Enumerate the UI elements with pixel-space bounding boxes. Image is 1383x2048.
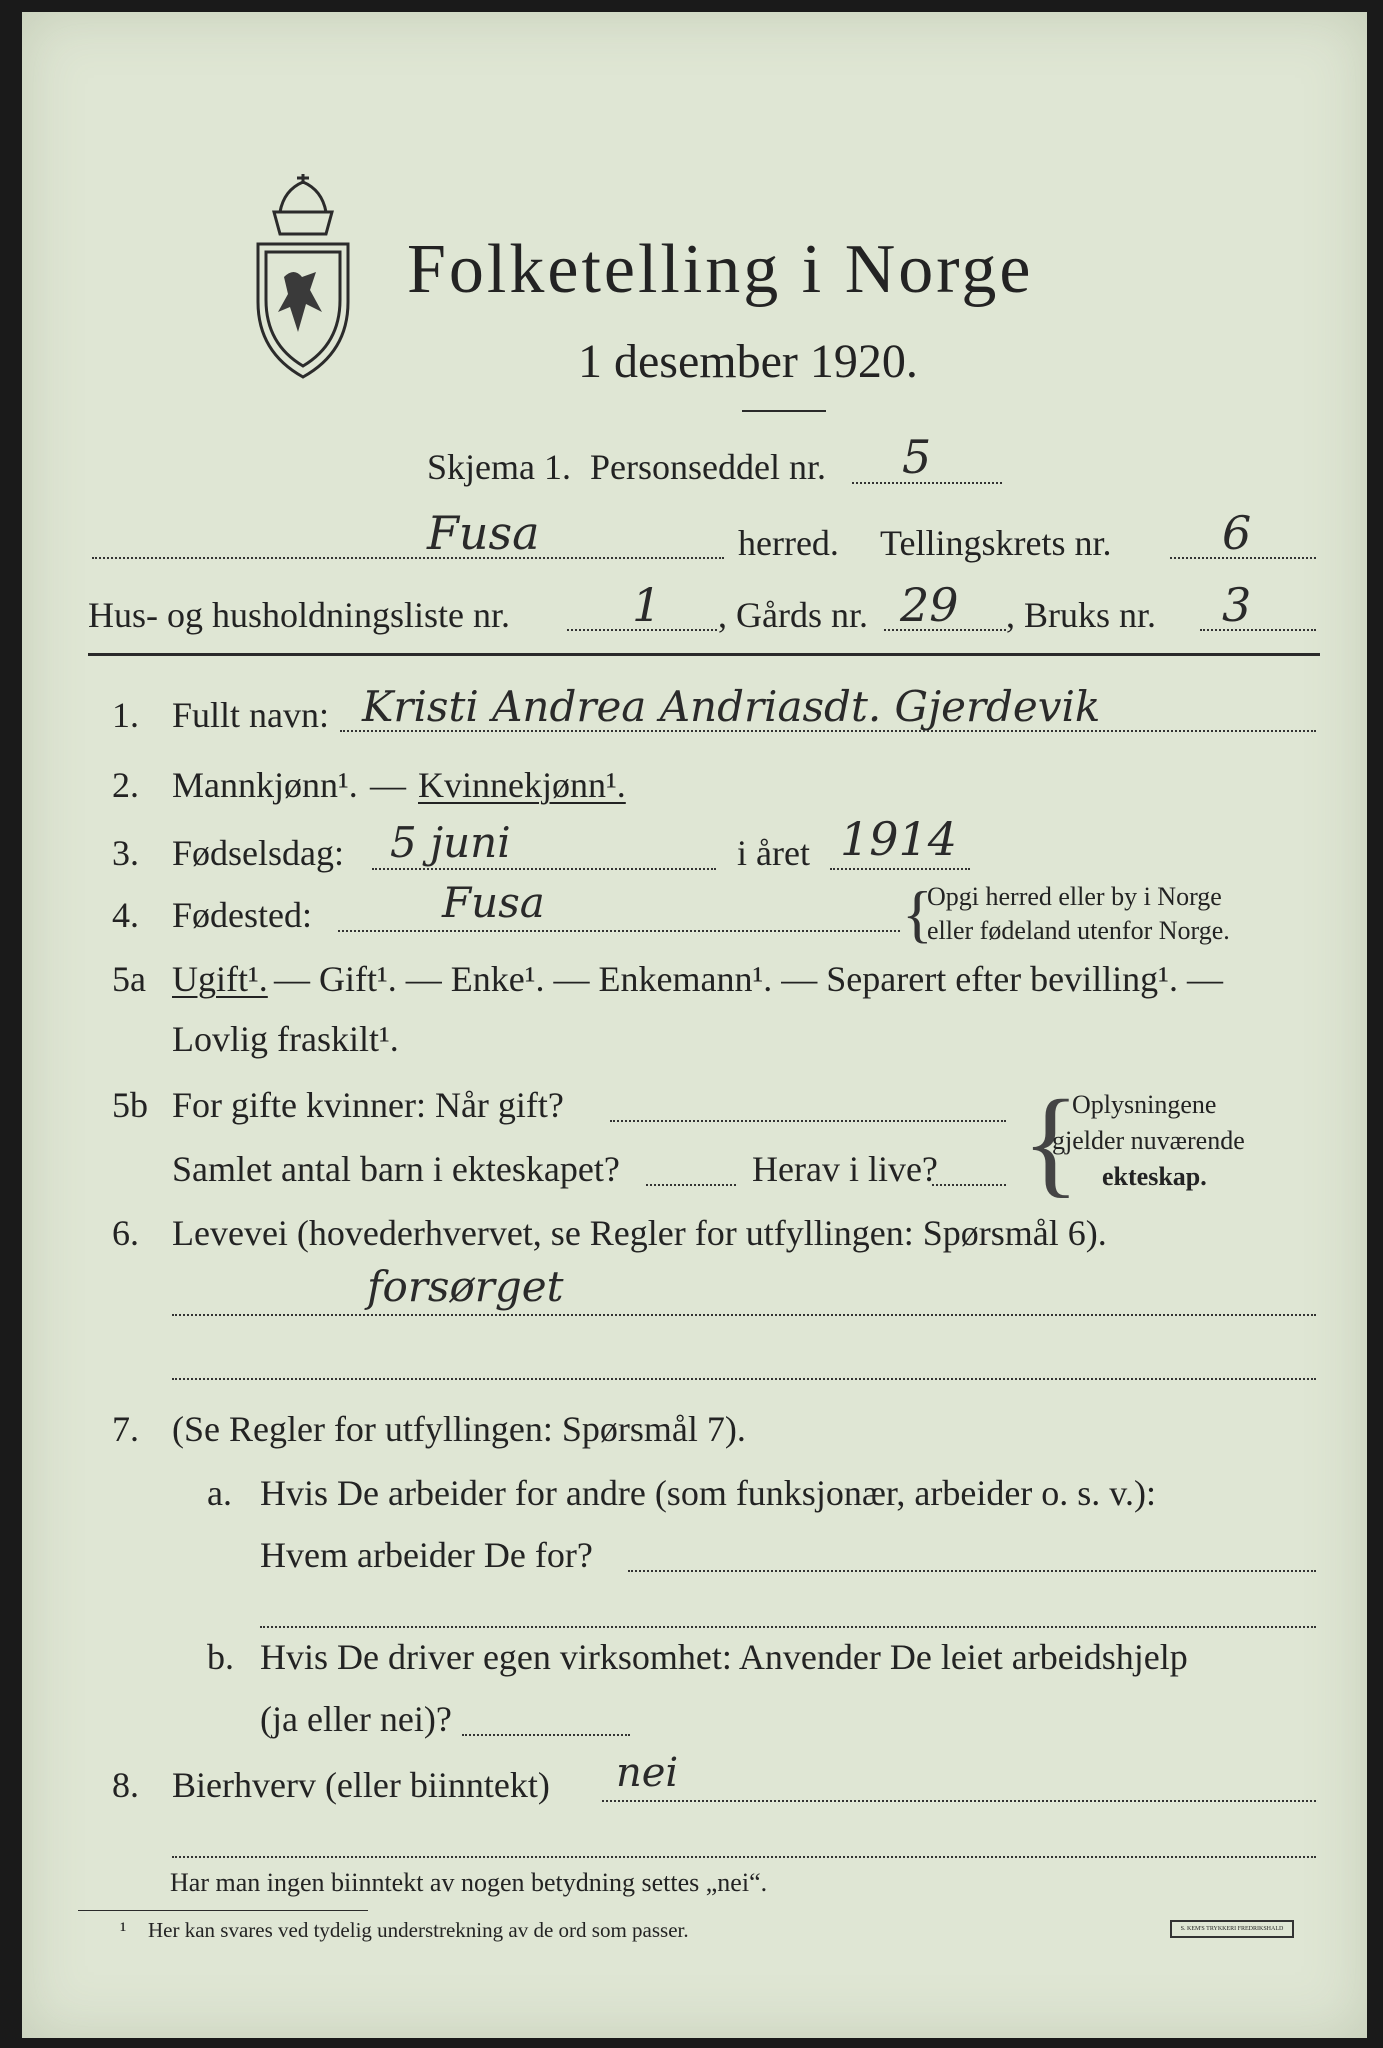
norwegian-coat-of-arms-icon <box>244 172 362 382</box>
q4-note-line2: eller fødeland utenfor Norge. <box>927 916 1230 945</box>
q7-label: (Se Regler for utfyllingen: Spørsmål 7). <box>172 1409 746 1449</box>
birthdate-value: 5 juni <box>390 818 511 867</box>
footnote-mark: ¹ <box>120 1918 127 1942</box>
occupation-line-1 <box>172 1314 1316 1316</box>
header-rule <box>88 653 1320 656</box>
side-income-line <box>602 1800 1316 1802</box>
birthyear-value: 1914 <box>840 812 958 866</box>
q7-number: 7. <box>112 1409 139 1449</box>
q4-note-line1: Opgi herred eller by i Norge <box>927 882 1222 911</box>
q5b-number: 5b <box>112 1085 148 1125</box>
herred-line <box>92 557 724 559</box>
q2-dash: — <box>370 765 406 805</box>
q3-label: Fødselsdag: <box>172 833 345 873</box>
married-when-line <box>610 1120 1006 1122</box>
employer-line-1 <box>628 1570 1316 1572</box>
q5b-children-total: Samlet antal barn i ekteskapet? <box>172 1149 620 1189</box>
footer-note: Har man ingen biinntekt av nogen betydning settes „nei“. <box>170 1868 768 1897</box>
q5a-number: 5a <box>112 959 146 999</box>
children-total-line <box>646 1184 736 1186</box>
q7b-line1: Hvis De driver egen virksomhet: Anvender De leiet arbeidshjelp <box>260 1637 1188 1677</box>
q5b-brace: { <box>1022 1075 1080 1208</box>
male-option: Mannkjønn¹. <box>172 765 358 805</box>
birthplace-value: Fusa <box>442 878 545 927</box>
occupation-value: forsørget <box>367 1262 564 1311</box>
footnote-text: Her kan svares ved tydelig understrekning av de ord som passer. <box>148 1918 689 1942</box>
q4-label: Fødested: <box>172 895 312 935</box>
personseddel-label: Personseddel nr. <box>590 447 826 487</box>
q6-label: Levevei (hovederhvervet, se Regler for utfyllingen: Spørsmål 6). <box>172 1213 1107 1253</box>
side-income-line-2 <box>172 1856 1316 1858</box>
tellingskrets-value: 6 <box>1222 506 1252 560</box>
q4-number: 4. <box>112 895 139 935</box>
q7b-line2: (ja eller nei)? <box>260 1699 452 1739</box>
q5b-married-when: For gifte kvinner: Når gift? <box>172 1085 564 1125</box>
printer-stamp: S. KEM'S TRYKKERI FREDRIKSHALD <box>1170 1920 1294 1938</box>
full-name-value: Kristi Andrea Andriasdt. Gjerdevik <box>362 682 1101 731</box>
employer-line-2 <box>260 1626 1316 1628</box>
occupation-line-2 <box>172 1378 1316 1380</box>
herred-value: Fusa <box>427 506 540 560</box>
tellingskrets-label: Tellingskrets nr. <box>880 523 1112 563</box>
gards-value: 29 <box>900 578 959 632</box>
year-label: i året <box>737 833 810 873</box>
bruks-value: 3 <box>1222 578 1252 632</box>
personseddel-value: 5 <box>902 430 932 484</box>
female-option-underlined: Kvinnekjønn¹. <box>418 765 626 805</box>
q8-number: 8. <box>112 1765 139 1805</box>
bruks-line <box>1200 629 1316 631</box>
q8-label: Bierhverv (eller biinntekt) <box>172 1765 550 1805</box>
title-divider <box>742 410 826 412</box>
q5b-note1: Oplysningene <box>1072 1090 1217 1119</box>
q3-number: 3. <box>112 833 139 873</box>
unmarried-option-underlined: Ugift¹. <box>172 959 268 999</box>
q6-number: 6. <box>112 1213 139 1253</box>
birthdate-line <box>372 868 716 870</box>
herred-label: herred. <box>738 523 839 563</box>
hired-help-line <box>462 1734 630 1736</box>
birthyear-line <box>830 868 970 870</box>
census-date: 1 desember 1920. <box>578 335 918 388</box>
footnote-rule <box>78 1910 368 1911</box>
marital-options: — Gift¹. — Enke¹. — Enkemann¹. — Separert efter bevilling¹. — <box>274 959 1223 999</box>
gards-label: , Gårds nr. <box>718 595 868 635</box>
q7a-line1: Hvis De arbeider for andre (som funksjonær, arbeider o. s. v.): <box>260 1473 1156 1513</box>
hus-value: 1 <box>632 578 662 632</box>
side-income-value: nei <box>616 1750 679 1796</box>
q5b-children-alive: Herav i live? <box>752 1149 938 1189</box>
skjema-label: Skjema 1. <box>427 447 571 487</box>
divorced-option: Lovlig fraskilt¹. <box>172 1019 399 1059</box>
form-title: Folketelling i Norge <box>407 231 1034 308</box>
hus-label: Hus- og husholdningsliste nr. <box>88 595 511 635</box>
q7a-letter: a. <box>207 1473 232 1513</box>
q2-number: 2. <box>112 765 139 805</box>
q5b-note3: ekteskap. <box>1102 1162 1207 1191</box>
q5b-note2: gjelder nuværende <box>1052 1126 1245 1155</box>
census-form-sheet <box>22 12 1367 2038</box>
children-alive-line <box>932 1184 1006 1186</box>
bruks-label: , Bruks nr. <box>1006 595 1157 635</box>
q7b-letter: b. <box>207 1637 234 1677</box>
q1-label: Fullt navn: <box>172 695 330 735</box>
q4-brace: { <box>902 878 933 949</box>
q1-number: 1. <box>112 695 139 735</box>
q7a-line2: Hvem arbeider De for? <box>260 1535 593 1575</box>
birthplace-line <box>338 930 900 932</box>
